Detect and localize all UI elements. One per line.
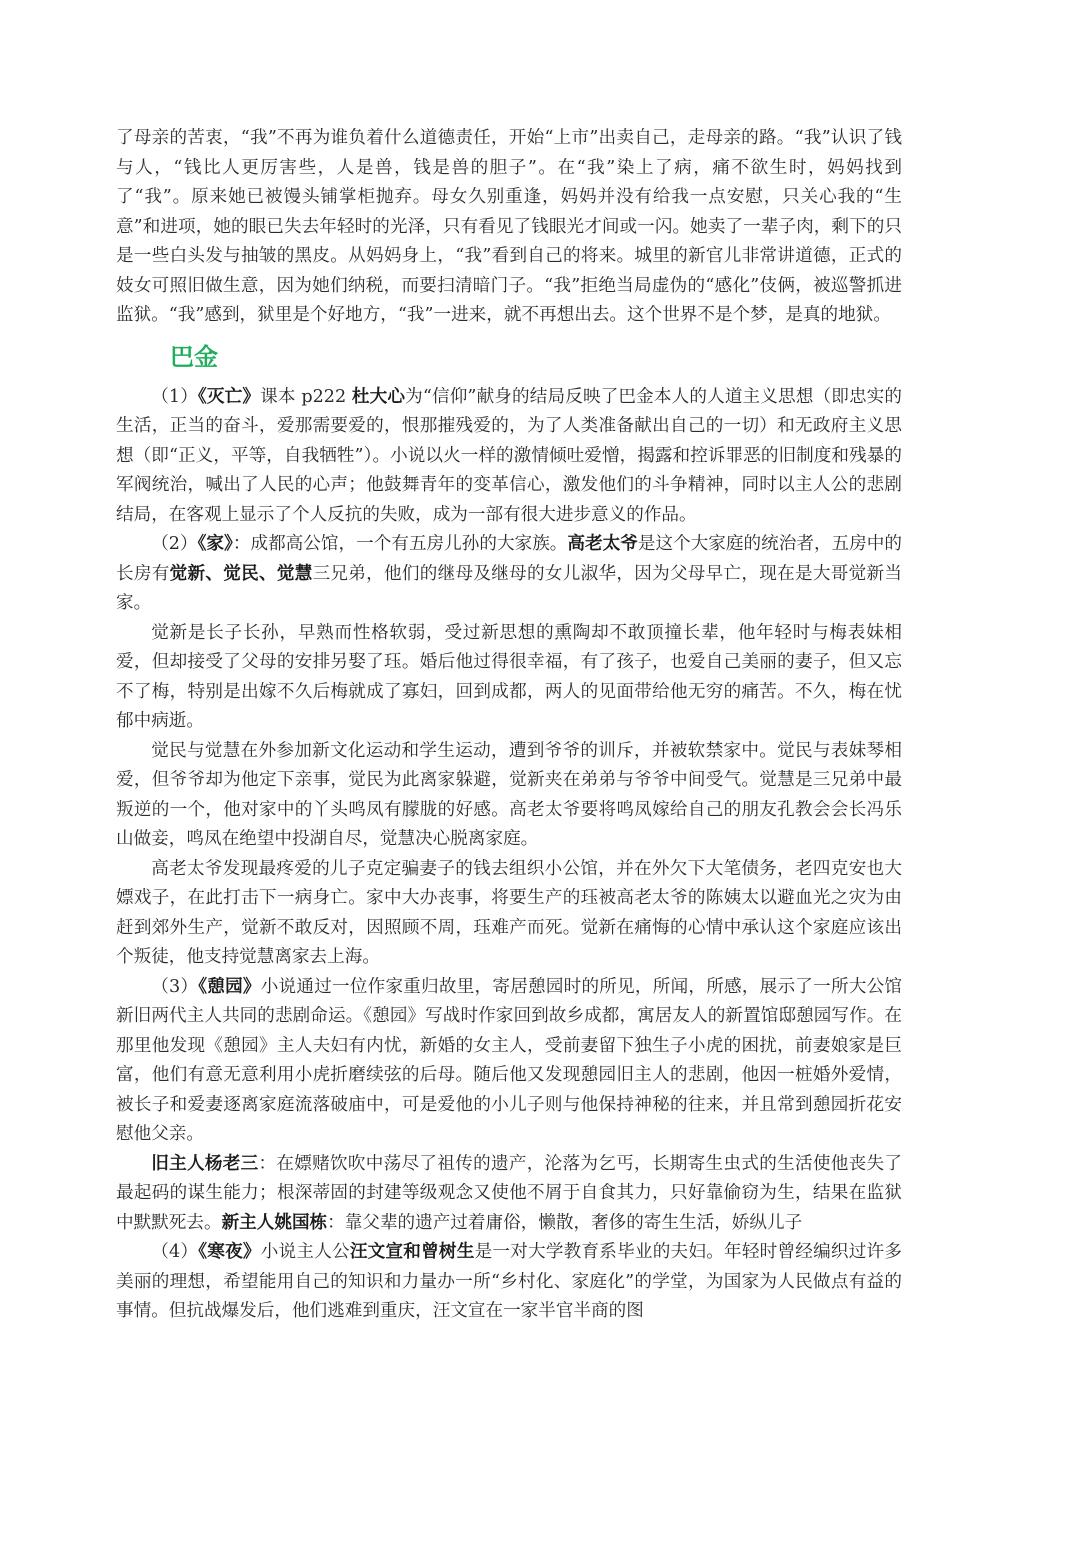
work-title: 《寒夜》 (198, 1242, 261, 1262)
paragraph-text: 课本 p222 (260, 386, 352, 407)
paragraph-text: ：成都高公馆，一个有五房儿孙的大家族。 (232, 534, 568, 554)
work-title: 《憩园》 (198, 976, 261, 997)
paragraph-text: 为“信仰”献身的结局反映了巴金本人的人道主义思想（即忠实的生活，正当的奋斗，爱那需要爱的，恨那摧残爱的，为了人类准备献出自己的一切）和无政府主义思想（即“正义，平等，自我牺牲”）。小说以火一样的激情倾吐爱憎，揭露和控诉罪恶的旧制度和残暴的军阀统治，喊出了人民的心声；他鼓舞青年的变革信心，激发他们的斗争精神，同时以主人公的悲剧结局，在客观上显示了个人反抗的失败，成为一部有很大进步意义的作品。 (116, 386, 902, 525)
paragraph-text: 小说通过一位作家重归故里，寄居憩园时的所见，所闻，所感，展示了一所大公馆新旧两代主人共同的悲剧命运。《憩园》写战时作家回到故乡成都，寓居友人的新置馆邸憩园写作。在那里他发现《憩园》主人夫妇有内忧，新婚的女主人，受前妻留下独生子小虎的困扰，前妻娘家是巨富，他们有意无意利用小虎折磨续弦的后母。随后他又发现憩园旧主人的悲剧，他因一桩婚外爱情，被长子和爱妻逐离家庭流落破庙中，可是爱他的小儿子则与他保持神秘的往来，并且常到憩园折花安慰他父亲。 (116, 976, 902, 1144)
section-heading-ba-jin: 巴金 (170, 342, 218, 371)
paragraph-mieWang (116, 383, 902, 531)
character-name: 高老太爷 (567, 534, 638, 554)
character-name: 觉新、觉民、觉慧 (169, 563, 313, 584)
work-title: 《家》 (197, 534, 233, 554)
item-number: （1） (151, 386, 198, 407)
paragraph-text: ：在嫖赌饮吹中荡尽了祖传的遗产，沦落为乞丐，长期寄生虫式的生活使他丧失了最起码的谋生能力；根深蒂固的封建等级观念又使他不屑于自食其力，只好靠偷窃为生，结果在监狱中默默死去。 (116, 1153, 902, 1233)
paragraph-text: 三兄弟，他们的继母及继母的女儿淑华，因为父母早亡，现在是大哥觉新当家。 (116, 563, 902, 613)
paragraph-juemin-juehui: 觉民与觉慧在外参加新文化运动和学生运动，遭到爷爷的训斥，并被软禁家中。觉民与表妹琴相爱，但爷爷却为他定下亲事，觉民为此离家躲避，觉新夹在弟弟与爷爷中间受气。觉慧是三兄弟中最叛逆的一个，他对家中的丫头鸣凤有朦胧的好感。高老太爷要将鸣凤嫁给自己的朋友孔教会会长冯乐山做妾，鸣凤在绝望中投湖自尽，觉慧决心脱离家庭。 (116, 740, 902, 849)
paragraph-text: 是这个大家庭的统治者，五房中的长房有 (116, 534, 902, 584)
character-name: 旧主人杨老三 (151, 1153, 259, 1174)
character-name: 汪文宣和曾树生 (349, 1242, 475, 1262)
document-page (116, 124, 902, 1327)
paragraph-text: ：靠父辈的遗产过着庸俗，懒散，奢侈的寄生生活，娇纵儿子 (327, 1212, 803, 1233)
paragraph-text: 小说主人公 (260, 1242, 350, 1262)
work-title: 《灭亡》 (197, 386, 261, 407)
paragraph-hanye (116, 1238, 902, 1327)
paragraph-jia (116, 530, 902, 619)
character-name: 杜大心 (351, 386, 406, 407)
paragraph-juexin: 觉新是长子长孙，早熟而性格软弱，受过新思想的熏陶却不敢顶撞长辈，他年轻时与梅表妹相爱，但却接受了父母的安排另娶了珏。婚后他过得很幸福，有了孩子，也爱自己美丽的妻子，但又忘不了梅，特别是出嫁不久后梅就成了寡妇，回到成都，两人的见面带给他无穷的痛苦。不久，梅在忧郁中病逝。 (116, 622, 902, 731)
intro-paragraph: 了母亲的苦衷，“我”不再为谁负着什么道德责任，开始“上市”出卖自己，走母亲的路。“我”认识了钱与人，“钱比人更厉害些，人是兽，钱是兽的胆子”。在“我”染上了病，痛不欲生时，妈妈找到了“我”。原来她已被馒头铺掌柜抛弃。母女久别重逢，妈妈并没有给我一点安慰，只关心我的“生意”和进项，她的眼已失去年轻时的光泽，只有看见了钱眼光才间或一闪。她卖了一辈子肉，剩下的只是一些白头发与抽皱的黑皮。从妈妈身上，“我”看到自己的将来。城里的新官儿非常讲道德，正式的妓女可照旧做生意，因为她们纳税，而要扫清暗门子。“我”拒绝当局虚伪的“感化”伎俩，被巡警抓进监狱。“我”感到，狱里是个好地方，“我”一进来，就不再想出去。这个世界不是个梦，是真的地狱。 (116, 128, 902, 325)
character-name: 新主人姚国栋 (221, 1212, 328, 1233)
paragraph-qiyuan (116, 973, 902, 1150)
paragraph-text: 是一对大学教育系毕业的夫妇。年轻时曾经编织过许多美丽的理想，希望能用自己的知识和力量办一所“乡村化、家庭化”的学堂，为国家为人民做点有益的事情。但抗战爆发后，他们逃难到重庆，汪文宣在一家半官半商的图 (116, 1242, 902, 1321)
paragraph-qiyuan-characters (116, 1150, 902, 1239)
paragraph-gao-laotaiye: 高老太爷发现最疼爱的儿子克定骗妻子的钱去组织小公馆，并在外欠下大笔债务，老四克安也大嫖戏子，在此打击下一病身亡。家中大办丧事，将要生产的珏被高老太爷的陈姨太以避血光之灾为由赶到郊外生产，觉新不敢反对，因照顾不周，珏难产而死。觉新在痛悔的心情中承认这个家庭应该出个叛徒，他支持觉慧离家去上海。 (116, 858, 902, 967)
item-number: （2） (151, 534, 198, 554)
item-number: （3） (151, 976, 199, 997)
item-number: （4） (151, 1242, 199, 1262)
